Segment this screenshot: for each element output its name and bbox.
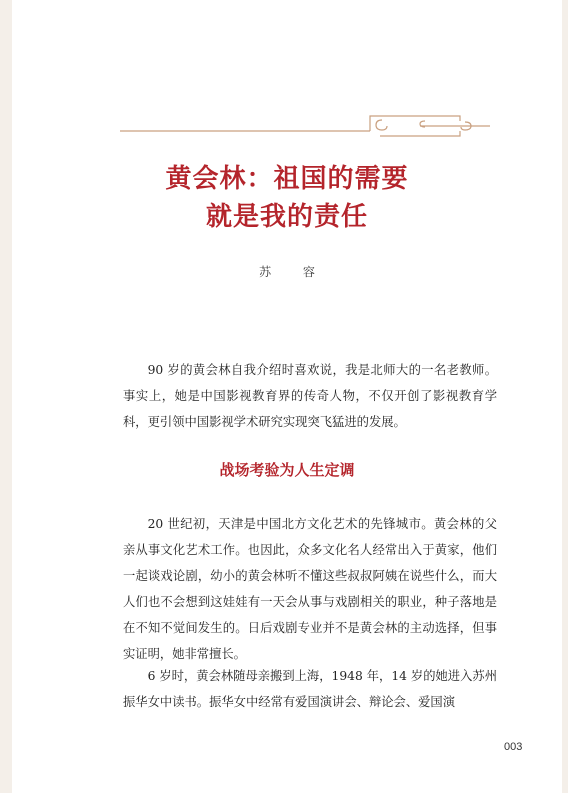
article-title-line-2: 就是我的责任 (205, 202, 368, 232)
intro-paragraph: 90 岁的黄会林自我介绍时喜欢说，我是北师大的一名老教师。事实上，她是中国影视教育界的传奇人物，不仅开创了影视教育学科，更引领中国影视学术研究实现突飞猛进的发展。 (123, 363, 497, 429)
article-title-line-1: 黄会林：祖国的需要 (165, 164, 409, 194)
section-heading: 战场考验为人生定调 (219, 461, 355, 479)
book-page (12, 0, 562, 793)
page-number: 003 (504, 741, 523, 753)
body-paragraph: 6 岁时，黄会林随母亲搬到上海，1948 年，14 岁的她进入苏州振华女中读书。振华女中经常有爱国演讲会、辩论会、爱国演 (123, 669, 497, 709)
cloud-ornament-icon (120, 110, 490, 142)
author-name: 苏 容 (259, 265, 329, 279)
body-paragraph: 20 世纪初，天津是中国北方文化艺术的先锋城市。黄会林的父亲从事文化艺术工作。也因此，众多文化名人经常出入于黄家，他们一起谈戏论剧，幼小的黄会林听不懂这些叔叔阿姨在说些什么，而大人们也不会想到这娃娃有一天会从事与戏剧相关的职业，种子落地是在不知不觉间发生的。日后戏剧专业并不是黄会林的主动选择，但事实证明，她非常擅长。 (123, 517, 497, 661)
